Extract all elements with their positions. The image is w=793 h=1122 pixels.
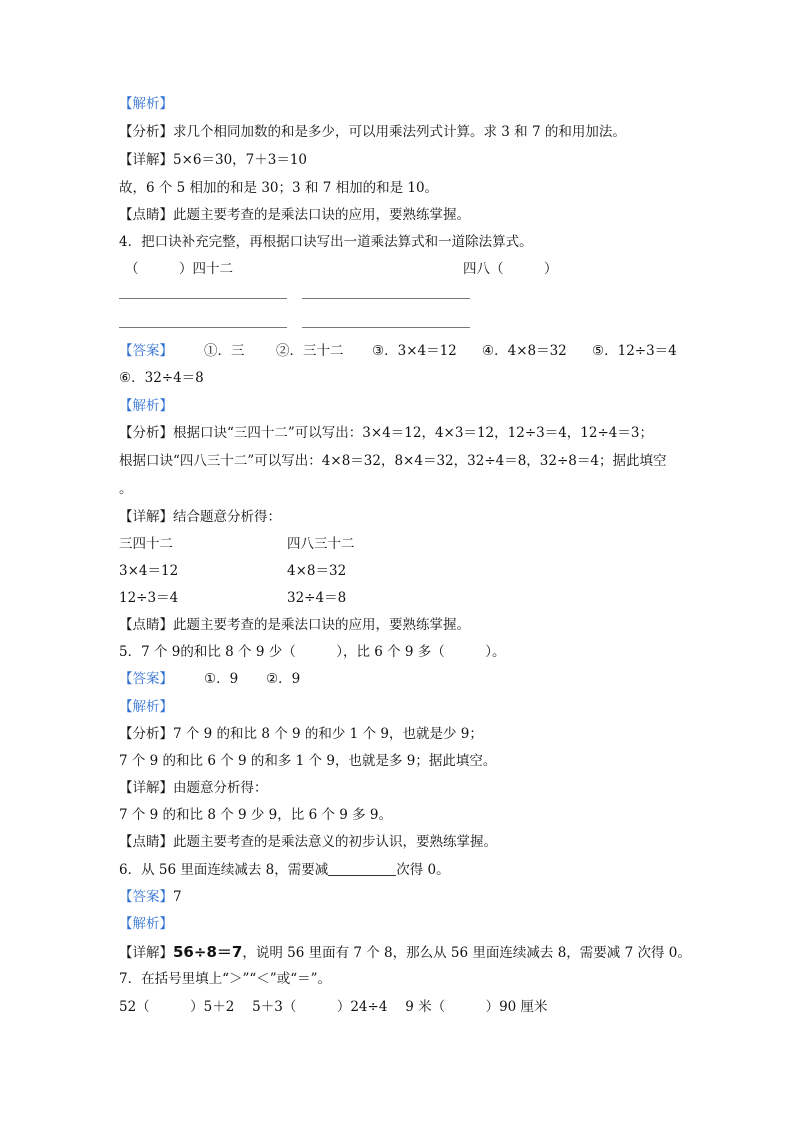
q4-answer-1: ①．三 <box>204 343 245 359</box>
q5-fenxi-2: 7 个 9 的和比 6 个 9 的和多 1 个 9，也就是多 9；据此填空。 <box>119 753 497 769</box>
answer-blank-line <box>119 298 287 299</box>
q5-answer-2: ②．9 <box>266 671 301 687</box>
q5-fenxi-1: 【分析】7 个 9 的和比 8 个 9 的和少 1 个 9，也就是少 9； <box>119 726 483 742</box>
q7-items: 52（ ）5＋2 5＋3（ ）24÷4 9 米（ ）90 厘米 <box>119 999 548 1015</box>
q3-xiangjie: 【详解】5×6＝30，7＋3＝10 <box>119 152 308 168</box>
answer-blank-line <box>302 327 470 328</box>
q4-fenxi-2: 根据口诀“四八三十二”可以写出：4×8＝32，8×4＝32，32÷4＝8，32÷8＝4；据此填空 <box>119 453 667 469</box>
division-expression: 56÷8＝7 <box>173 943 243 961</box>
q4-fenxi-3: 。 <box>119 481 133 497</box>
q4-dianjing: 【点睛】此题主要考查的是乘法口诀的应用，要熟练掌握。 <box>119 617 470 633</box>
answer-blank-line <box>302 298 470 299</box>
q4-col2-row1: 四八三十二 <box>287 536 355 552</box>
jiexi-heading: 【解析】 <box>119 398 173 414</box>
jiexi-heading: 【解析】 <box>119 699 173 715</box>
jiexi-heading: 【解析】 <box>119 916 173 932</box>
q5-result: 7 个 9 的和比 8 个 9 少 9，比 6 个 9 多 9。 <box>119 807 392 823</box>
q4-xiangjie: 【详解】结合题意分析得： <box>119 509 281 525</box>
q3-dianjing: 【点睛】此题主要考查的是乘法口诀的应用，要熟练掌握。 <box>119 207 470 223</box>
q4-col2-row3: 32÷4＝8 <box>287 590 347 606</box>
q5-question: 5．7 个 9的和比 8 个 9 少（ ），比 6 个 9 多（ ）。 <box>119 644 506 660</box>
q3-fenxi: 【分析】求几个相同加数的和是多少，可以用乘法列式计算。求 3 和 7 的和用加法。 <box>119 124 626 140</box>
q4-col1-row1: 三四十二 <box>119 536 173 552</box>
q4-col1-row3: 12÷3＝4 <box>119 590 179 606</box>
q5-dianjing: 【点睛】此题主要考查的是乘法意义的初步认识，要熟练掌握。 <box>119 834 497 850</box>
q4-answer-4: ④．4×8＝32 <box>482 343 567 359</box>
q4-right-prompt: 四八（ ） <box>463 261 558 277</box>
q5-answer-1: ①．9 <box>204 671 239 687</box>
q4-answer-tag: 【答案】 <box>119 343 173 359</box>
q4-answer-3: ③．3×4＝12 <box>372 343 457 359</box>
q4-col1-row2: 3×4＝12 <box>119 563 179 579</box>
q4-left-prompt: （ ）四十二 <box>125 261 233 277</box>
q4-answer-5: ⑤．12÷3＝4 <box>592 343 677 359</box>
jiexi-heading: 【解析】 <box>119 96 173 112</box>
q4-question: 4．把口诀补充完整，再根据口诀写出一道乘法算式和一道除法算式。 <box>119 234 533 250</box>
q6-xiangjie: 【详解】56÷8＝7，说明 56 里面有 7 个 8，那么从 56 里面连续减去 8，需要减 7 次得 0。 <box>119 943 691 961</box>
q3-conclusion: 故，6 个 5 相加的和是 30；3 和 7 相加的和是 10。 <box>119 180 439 196</box>
q7-question: 7．在括号里填上“＞”“＜”或“＝”。 <box>119 971 331 987</box>
q4-answer-2: ②．三十二 <box>276 343 344 359</box>
q4-col2-row2: 4×8＝32 <box>287 563 347 579</box>
q5-answer-tag: 【答案】 <box>119 671 173 687</box>
answer-blank-line <box>119 327 287 328</box>
q4-answer-6: ⑥．32÷4＝8 <box>119 370 204 386</box>
fill-blank <box>328 861 396 876</box>
q6-question: 6．从 56 里面连续减去 8，需要减 次得 0。 <box>119 862 450 878</box>
q6-answer: 【答案】7 <box>119 889 182 905</box>
q4-fenxi-1: 【分析】根据口诀“三四十二”可以写出：3×4＝12，4×3＝12，12÷3＝4，12÷4＝3； <box>119 425 653 441</box>
q5-xiangjie: 【详解】由题意分析得： <box>119 780 268 796</box>
